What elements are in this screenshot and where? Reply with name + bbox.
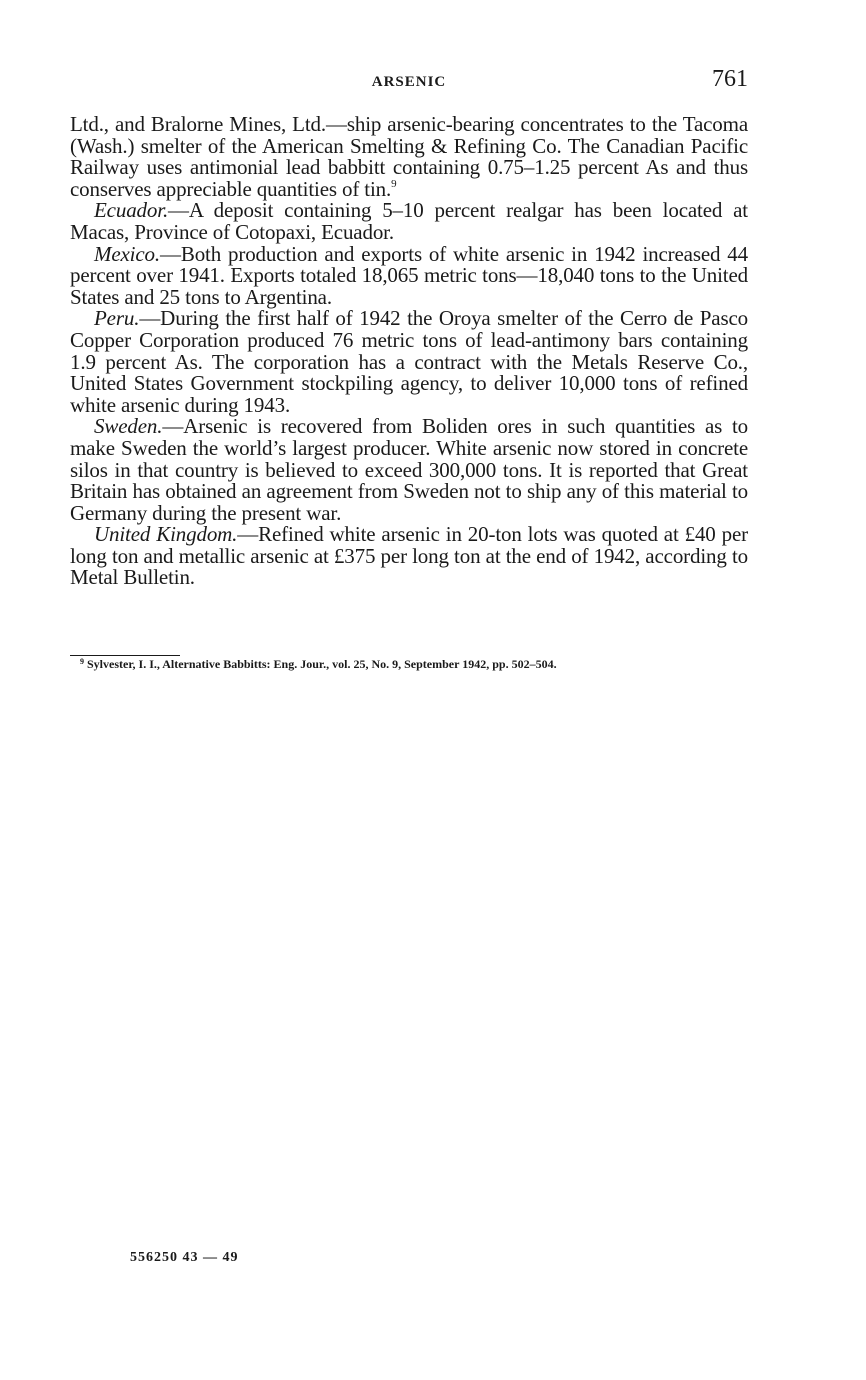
paragraph-text: —A deposit containing 5–10 percent realgar has been located at Macas, Province of Cotopaxi, Ecuador. xyxy=(70,198,748,244)
paragraph-mexico xyxy=(70,241,748,309)
footnote-divider xyxy=(70,655,180,656)
page-number: 761 xyxy=(712,66,748,92)
country-heading: Peru. xyxy=(94,306,140,331)
paragraph-peru xyxy=(70,308,748,416)
footnote-text: Sylvester, I. I., Alternative Babbitts: Eng. Jour., vol. 25, No. 9, September 1942, pp. 502–504. xyxy=(87,657,557,671)
paragraph-text: —Refined white arsenic in 20-ton lots was quoted at £40 per long ton and metallic arsenic at £375 per long ton at the end of 1942, according to Metal Bulletin. xyxy=(70,522,748,590)
footnote-reference: 9 xyxy=(391,177,397,190)
printer-code: 556250 43 — 49 xyxy=(130,1250,239,1265)
paragraph-canada-continued xyxy=(70,114,748,200)
paragraph-sweden xyxy=(70,416,748,524)
running-head: ARSENIC xyxy=(371,74,447,90)
paragraph-text: Ltd., and Bralorne Mines, Ltd.—ship arsenic-bearing concentrates to the Tacoma (Wash.) smelter of the American Smelting & Refining Co. The Canadian Pacific Railway uses antimonial lead babbitt containing 0.75–1.25 percent As and thus conserves appreciable quantities of tin. xyxy=(70,112,748,201)
country-heading: Mexico. xyxy=(94,241,160,266)
country-heading: Ecuador. xyxy=(94,198,169,223)
paragraph-text: —Arsenic is recovered from Boliden ores in such quantities as to make Sweden the world’s largest producer. White arsenic now stored in concrete silos in that country is believed to exceed 300,000 tons. It is reported that Great Britain has obtained an agreement from Sweden not to ship any of this material to Germany during the present war. xyxy=(70,414,748,525)
paragraph-text: —Both production and exports of white arsenic in 1942 increased 44 percent over 1941. Exports totaled 18,065 metric tons—18,040 tons to the United States and 25 tons to Argentina. xyxy=(70,241,748,309)
footnote xyxy=(80,657,720,672)
country-heading: Sweden. xyxy=(94,414,163,439)
country-heading: United Kingdom. xyxy=(94,522,238,547)
paragraph-united-kingdom xyxy=(70,524,748,589)
footnote-marker: 9 xyxy=(80,657,84,666)
body-text xyxy=(70,114,748,589)
paragraph-text: —During the first half of 1942 the Oroya smelter of the Cerro de Pasco Copper Corporation produced 76 metric tons of lead-antimony bars containing 1.9 percent As. The corporation has a contract with the Metals Reserve Co., United States Government stockpiling agency, to deliver 10,000 tons of refined white arsenic during 1943. xyxy=(70,306,748,417)
page-header xyxy=(70,66,748,96)
paragraph-ecuador xyxy=(70,200,748,243)
